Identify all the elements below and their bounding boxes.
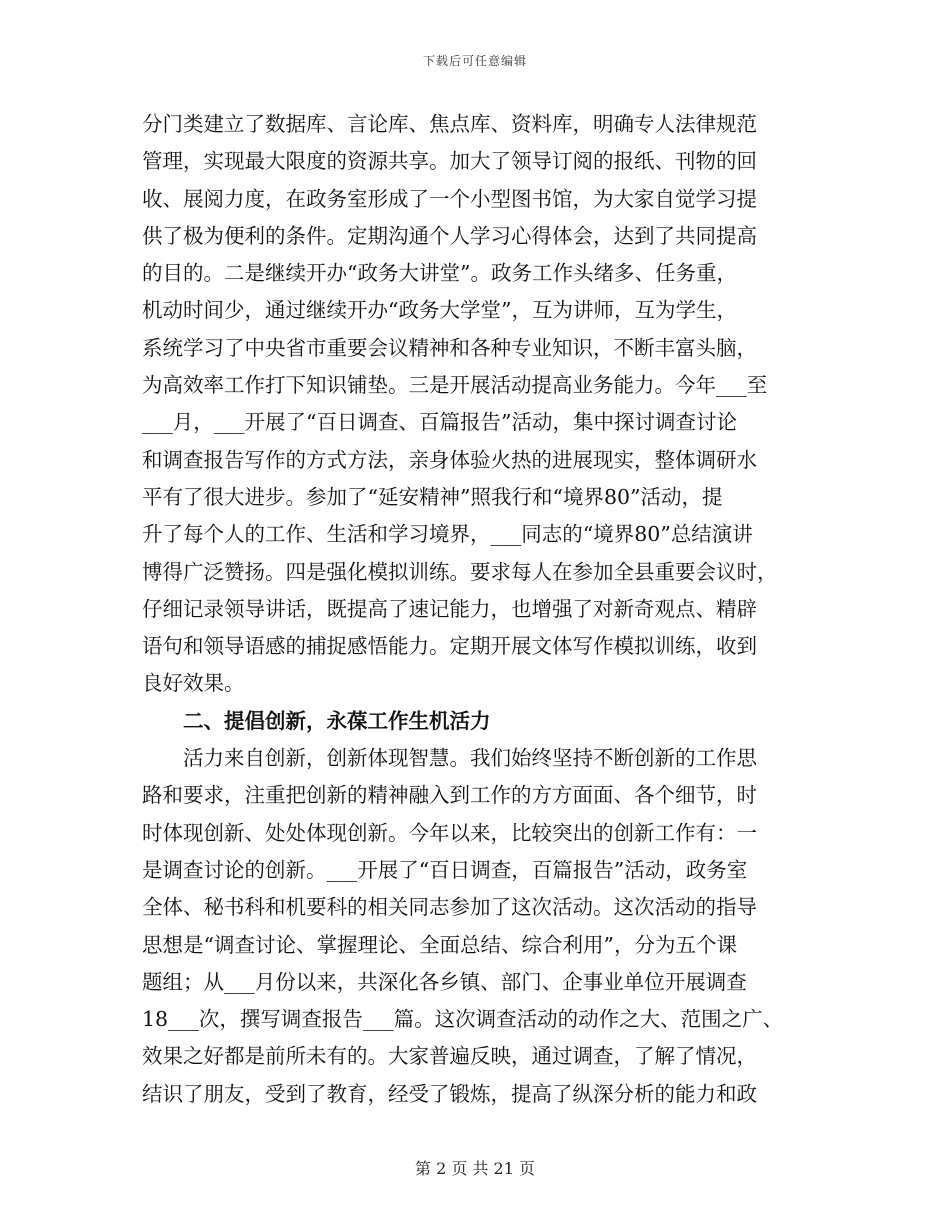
text-line: 效果之好都是前所未有的。大家普遍反映，通过调查，了解了情况， [142, 1044, 757, 1069]
text-line: 升了每个人的工作、生活和学习境界，___同志的“境界80”总结演讲 [142, 522, 753, 547]
section-heading: 二、提倡创新，永葆工作生机活力 [142, 708, 491, 733]
text-line: 和调查报告写作的方式方法，亲身体验火热的进展现实，整体调研水 [142, 447, 757, 472]
text-line: 仔细记录领导讲话，既提高了速记能力，也增强了对新奇观点、精辟 [142, 596, 757, 621]
text-line: 思想是“调查讨论、掌握理论、全面总结、综合利用”，分为五个课 [142, 932, 737, 957]
text-line: 全体、秘书科和机要科的相关同志参加了这次活动。这次活动的指导 [142, 895, 757, 920]
text-line: 平有了很大进步。参加了“延安精神”照我行和“境界80”活动，提 [142, 484, 723, 509]
text-line: 机动时间少，通过继续开办“政务大学堂”，互为讲师，互为学生， [142, 298, 737, 323]
text-line: ___月，___开展了“百日调查、百篇报告”活动，集中探讨调查讨论 [142, 410, 737, 435]
text-line: 管理，实现最大限度的资源共享。加大了领导订阅的报纸、刊物的回 [142, 149, 757, 174]
text-line: 供了极为便利的条件。定期沟通个人学习心得体会，达到了共同提高 [142, 223, 757, 248]
text-line: 是调查讨论的创新。___开展了“百日调查，百篇报告”活动，政务室 [142, 857, 748, 882]
text-line: 题组；从___月份以来，共深化各乡镇、部门、企事业单位开展调查 [142, 969, 747, 994]
page-header: 下载后可任意编辑 [422, 54, 527, 68]
text-line: 博得广泛赞扬。四是强化模拟训练。要求每人在参加全县重要会议时， [142, 559, 778, 584]
text-line: 为高效率工作打下知识铺垫。三是开展活动提高业务能力。今年___至 [142, 373, 768, 398]
text-line: 18___次，撰写调查报告___篇。这次调查活动的动作之大、范围之广、 [142, 1007, 784, 1032]
page-number-footer: 第 2 页 共 21 页 [415, 1159, 535, 1178]
text-line: 结识了朋友，受到了教育，经受了锻炼，提高了纵深分析的能力和政 [142, 1081, 757, 1106]
text-line: 的目的。二是继续开办“政务大讲堂”。政务工作头绪多、任务重， [142, 261, 737, 286]
document-body [142, 106, 812, 1113]
text-line: 收、展阅力度，在政务室形成了一个小型图书馆，为大家自觉学习提 [142, 186, 757, 211]
text-line: 时体现创新、处处体现创新。今年以来，比较突出的创新工作有：一 [142, 820, 757, 845]
text-line: 系统学习了中央省市重要会议精神和各种专业知识，不断丰富头脑， [142, 335, 757, 360]
text-line: 良好效果。 [142, 671, 245, 696]
text-line: 活力来自创新，创新体现智慧。我们始终坚持不断创新的工作思 [142, 746, 757, 771]
text-line: 路和要求，注重把创新的精神融入到工作的方方面面、各个细节，时 [142, 783, 757, 808]
text-line: 分门类建立了数据库、言论库、焦点库、资料库，明确专人法律规范 [142, 112, 757, 136]
text-line: 语句和领导语感的捕捉感悟能力。定期开展文体写作模拟训练，收到 [142, 634, 757, 659]
